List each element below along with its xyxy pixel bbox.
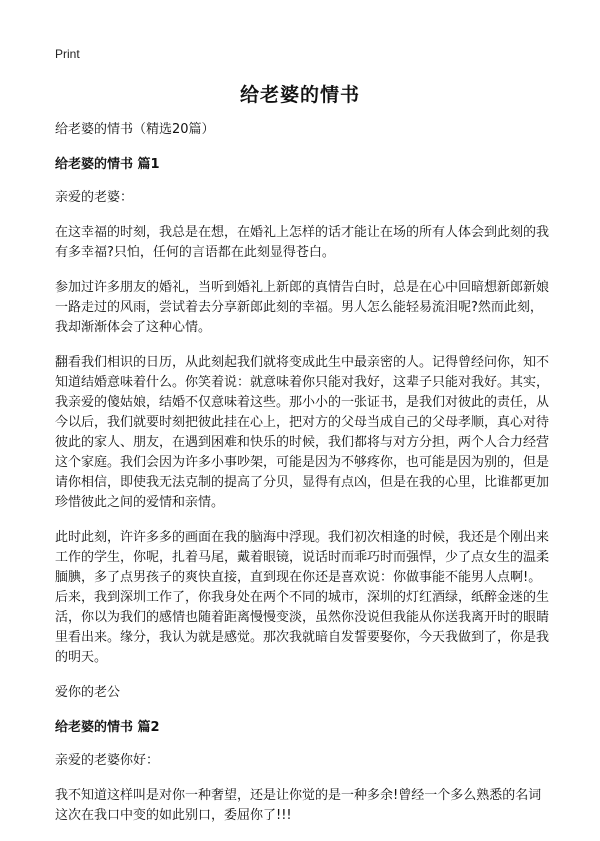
section-greeting-2: 亲爱的老婆你好：	[55, 753, 160, 768]
document-subtitle: 给老婆的情书（精选20篇）	[55, 122, 215, 137]
paragraph: 在这幸福的时刻，我总是在想，在婚礼上怎样的话才能让在场的所有人体会到此刻的我有多幸福?只怕，任何的言语都在此刻显得苍白。	[55, 225, 550, 260]
paragraph: 我不知道这样叫是对你一种奢望，还是让你觉的是一种多余!曾经一个多么熟悉的名词这次在我口中变的如此别口，委屈你了!!!	[55, 788, 542, 823]
paragraph: 此时此刻，许许多多的画面在我的脑海中浮现。我们初次相逢的时候，我还是个刚出来工作的学生，你呢，扎着马尾，戴着眼镜，说话时而乖巧时而强悍，少了点女生的温柔腼腆，多了点男孩子的爽快直接，直到现在你还是喜欢说：你做事能不能男人点啊!。后来，我到深圳工作了，你我身处在两个不同的城市，深圳的灯红酒绿，纸醉金迷的生活，你以为我们的感情也随着距离慢慢变淡，虽然你没说但我能从你送我离开时的眼睛里看出来。缘分，我认为就是感觉。那次我就暗自发誓要娶你，今天我做到了，你是我的明天。	[55, 530, 550, 665]
section-greeting-1: 亲爱的老婆：	[55, 190, 134, 205]
page-title: 给老婆的情书	[239, 84, 360, 106]
section-heading-2: 给老婆的情书 篇2	[55, 720, 160, 735]
section-heading-1: 给老婆的情书 篇1	[55, 157, 160, 172]
document-body	[55, 120, 550, 841]
paragraph: 参加过许多朋友的婚礼，当听到婚礼上新郎的真情告白时，总是在心中回暗想新郎新娘一路走过的风雨，尝试着去分享新郎此刻的幸福。男人怎么能轻易流泪呢?然而此刻，我却渐渐体会了这种心情。	[55, 280, 550, 335]
print-label: Print	[55, 47, 80, 61]
paragraph: 翻看我们相识的日历，从此刻起我们就将变成此生中最亲密的人。记得曾经问你，知不知道结婚意味着什么。你笑着说：就意味着你只能对我好，这辈子只能对我好。其实，我亲爱的傻姑娘，结婚不仅意味着这些。那小小的一张证书，是我们对彼此的责任，从今以后，我们就要时刻把彼此挂在心上，把对方的父母当成自己的父母孝顺，真心对待彼此的家人、朋友，在遇到困难和快乐的时候，我们都将与对方分担，两个人合力经营这个家庭。我们会因为许多小事吵架，可能是因为不够疼你，也可能是因为别的，但是请你相信，即使我无法克制的提高了分贝，显得有点凶，但是在我的心里，比谁都更加珍惜彼此之间的爱情和亲情。	[55, 355, 550, 510]
signature: 爱你的老公	[55, 685, 121, 700]
